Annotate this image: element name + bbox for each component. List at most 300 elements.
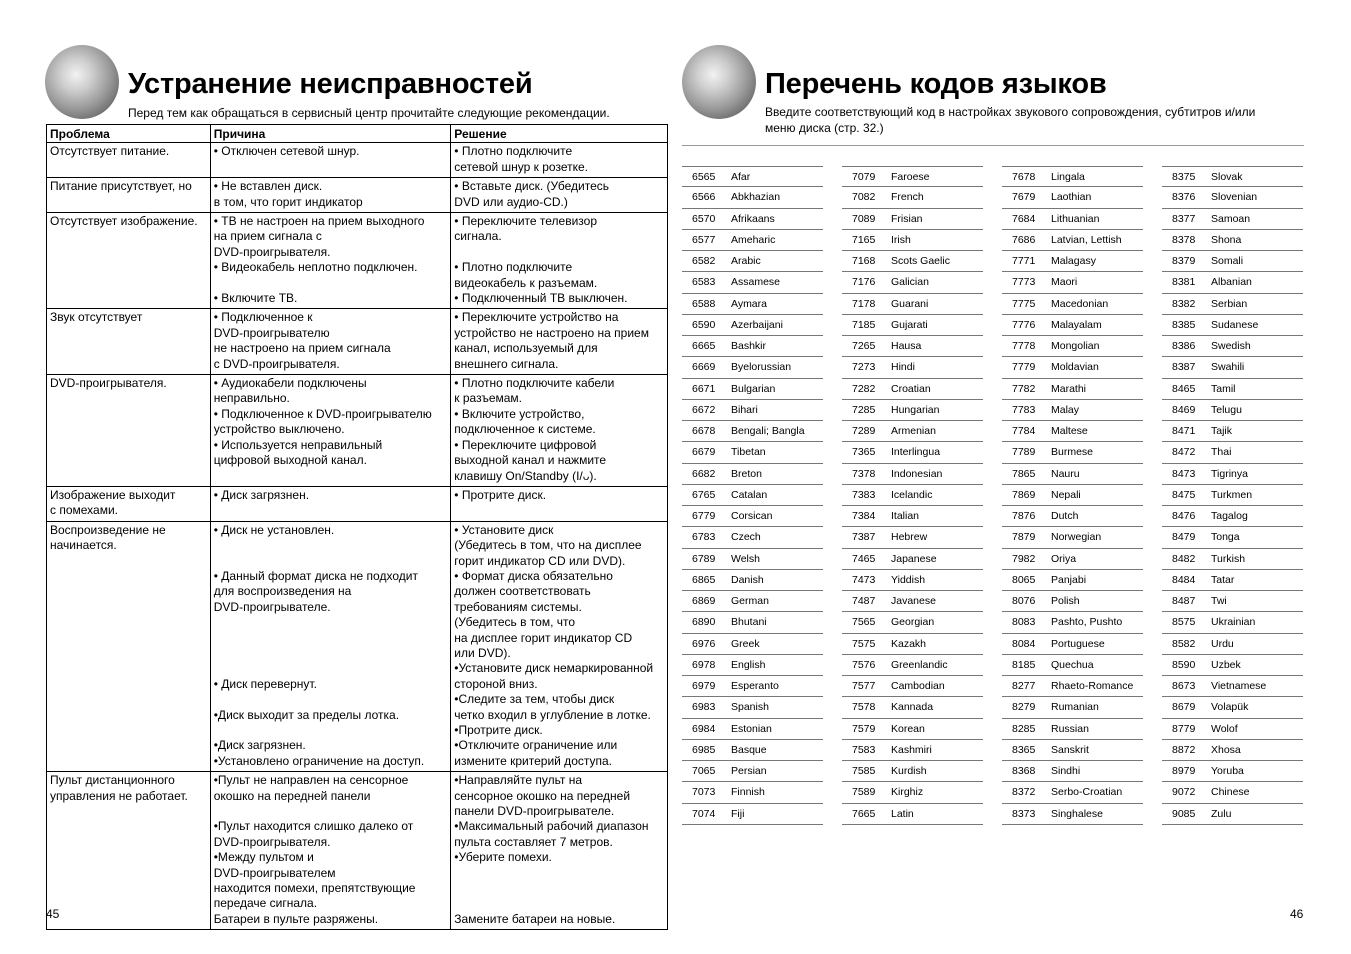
language-code: 7783 [1012,403,1036,416]
language-name: Greenlandic [891,658,948,671]
cause-cell [210,521,451,772]
language-row [682,761,823,782]
language-name: Quechua [1051,658,1094,671]
language-row [682,272,823,293]
cause-text-line: не настроено на прием сигнала [213,341,391,356]
language-code: 8382 [1172,297,1196,310]
solution-text-line: • Протрите диск. [454,487,547,502]
language-code: 6985 [692,743,716,756]
language-row [842,719,983,740]
language-row [842,761,983,782]
language-name: Albanian [1211,276,1252,289]
language-row [1002,442,1143,463]
language-code: 7679 [1012,191,1036,204]
language-name: Macedonian [1051,297,1109,310]
language-row [842,697,983,718]
language-code: 6590 [692,318,716,331]
language-column-4 [1162,166,1303,825]
language-name: Twi [1211,595,1227,608]
language-row [1002,634,1143,655]
language-row [1162,294,1303,315]
language-row [842,209,983,230]
language-name: Samoan [1211,212,1251,225]
language-code: 8673 [1172,680,1196,693]
language-column-3 [1002,166,1143,825]
solution-text-line: •Установите диск немаркированной [454,661,654,676]
language-name: Volapük [1211,701,1249,714]
solution-text-line: измените критерий доступа. [454,753,612,768]
solution-cell [451,375,668,487]
language-name: Sindhi [1051,765,1081,778]
language-code: 7168 [852,255,876,268]
language-code: 8472 [1172,446,1196,459]
cause-text-line: находится помехи, препятствующие [213,881,416,896]
language-row [1002,549,1143,570]
language-name: Urdu [1211,637,1234,650]
language-name: Croatian [891,382,931,395]
language-code: 6678 [692,425,716,438]
cause-text-line: DVD-проигрывателе. [213,599,331,614]
language-code: 8479 [1172,531,1196,544]
solution-text-line: клавишу On/Standby (I/ᴗ). [454,468,597,483]
language-name: Corsican [731,510,773,523]
language-row [1002,187,1143,208]
solution-text-line: горит индикатор CD или DVD). [454,553,626,568]
solution-text-line: к разъемам. [454,391,522,406]
language-code: 7578 [852,701,876,714]
language-row [1162,442,1303,463]
language-name: Bashkir [731,340,767,353]
language-row [842,336,983,357]
language-name: Armenian [891,425,936,438]
language-code: 7289 [852,425,876,438]
language-name: Yoruba [1211,765,1244,778]
language-name: Xhosa [1211,743,1241,756]
language-code: 6588 [692,297,716,310]
language-row [1002,655,1143,676]
language-row [1162,591,1303,612]
language-row [842,570,983,591]
cause-text-line: • Подключенное к [213,310,313,325]
language-name: Czech [731,531,761,544]
solution-text-line: • Переключите цифровой [454,437,597,452]
solution-text-line: канал, используемый для [454,341,598,356]
cause-text-line: • Диск загрязнен. [213,487,310,502]
language-row [1002,527,1143,548]
problem-text-line: Воспроизведение не [50,522,166,537]
problem-text-line: с помехами. [50,503,118,518]
solution-text-line: стороной вниз. [454,676,538,691]
language-name: Esperanto [731,680,779,693]
language-column-2 [842,166,983,825]
language-row [1002,315,1143,336]
language-code: 7776 [1012,318,1036,331]
page-title-right: Перечень кодов языков [765,68,1107,100]
cause-text-line: • Видеокабель неплотно подключен. [213,260,418,275]
language-code: 7869 [1012,488,1036,501]
language-name: Swahili [1211,361,1245,374]
solution-text-line: Замените батареи на новые. [454,911,616,926]
language-name: Faroese [891,170,930,183]
language-row [682,336,823,357]
decorative-sphere-right [682,45,756,119]
language-row [682,294,823,315]
cause-text-line: • Не вставлен диск. [213,179,323,194]
problem-cell [47,375,211,487]
language-code: 6983 [692,701,716,714]
language-name: German [731,595,769,608]
language-row [1162,357,1303,378]
language-code: 8386 [1172,340,1196,353]
language-code: 8475 [1172,488,1196,501]
language-code: 8471 [1172,425,1196,438]
cause-cell [210,213,451,309]
header-solution: Решение [451,125,668,143]
table-row-no-sound [47,309,668,375]
language-code: 7178 [852,297,876,310]
solution-text-line: пульта составляет 7 метров. [454,834,613,849]
cause-text-line: • Подключенное к DVD-проигрывателю [213,406,432,421]
language-name: Turkmen [1211,488,1253,501]
language-row [682,804,823,825]
language-name: Marathi [1051,382,1087,395]
language-row [1002,506,1143,527]
language-code: 8381 [1172,276,1196,289]
language-row [1002,166,1143,187]
language-row [682,549,823,570]
language-code: 7782 [1012,382,1036,395]
language-row [1002,485,1143,506]
language-row [1162,421,1303,442]
language-row [1002,421,1143,442]
language-name: Fiji [731,807,745,820]
language-row [682,697,823,718]
language-row [1002,761,1143,782]
language-name: Tigrinya [1211,467,1248,480]
problem-text-line: Пульт дистанционного [50,773,175,788]
language-row [682,570,823,591]
language-name: Burmese [1051,446,1094,459]
language-name: Finnish [731,786,765,799]
language-code: 6779 [692,510,716,523]
solution-text-line: внешнего сигнала. [454,356,559,371]
language-code: 7176 [852,276,876,289]
language-name: Swedish [1211,340,1251,353]
problem-cell [47,486,211,521]
language-name: Scots Gaelic [891,255,950,268]
cause-text-line: DVD-проигрывателя. [213,244,331,259]
language-code: 6566 [692,191,716,204]
cause-text-line: DVD-проигрывателю [213,325,330,340]
language-code: 8387 [1172,361,1196,374]
language-code: 7779 [1012,361,1036,374]
cause-text-line: • Данный формат диска не подходит [213,568,418,583]
language-code: 8476 [1172,510,1196,523]
language-code: 7285 [852,403,876,416]
language-row [1162,209,1303,230]
language-row [1162,336,1303,357]
language-name: Chinese [1211,786,1250,799]
language-name: Arabic [731,255,761,268]
language-code: 7079 [852,170,876,183]
language-name: Serbian [1211,297,1248,310]
language-name: Rumanian [1051,701,1099,714]
solution-text-line: выходной канал и нажмите [454,453,607,468]
cause-text-line: •Диск загрязнен. [213,738,306,753]
problem-cell [47,143,211,178]
solution-text-line [454,881,664,896]
solution-cell [451,143,668,178]
language-name: Italian [891,510,920,523]
language-code: 7879 [1012,531,1036,544]
cause-text-line: • Диск перевернут. [213,676,317,691]
cause-text-line: окошко на передней панели [213,788,371,803]
language-code: 8084 [1012,637,1036,650]
solution-text-line: должен соответствовать [454,584,591,599]
language-code: 6765 [692,488,716,501]
language-code: 9085 [1172,807,1196,820]
language-row [682,379,823,400]
problem-text-line: управления не работает. [50,788,188,803]
language-code: 6869 [692,595,716,608]
language-code: 6665 [692,340,716,353]
language-code: 7282 [852,382,876,395]
language-row [1162,761,1303,782]
language-row [1002,400,1143,421]
language-name: Gujarati [891,318,928,331]
language-code: 8379 [1172,255,1196,268]
language-name: Abkhazian [731,191,781,204]
language-name: Malayalam [1051,318,1102,331]
table-row-noisy-picture [47,486,668,521]
solution-text-line: видеокабель к разъемам. [454,275,598,290]
language-row [1162,549,1303,570]
page-subtitle-right-line1: Введите соответствующий код в настройках звукового сопровождения, субтитров и/или [765,105,1256,119]
language-code: 7383 [852,488,876,501]
language-name: Norwegian [1051,531,1102,544]
language-name: Polish [1051,595,1080,608]
solution-text-line: • Подключенный ТВ выключен. [454,291,628,306]
language-row [1002,357,1143,378]
language-row [1162,719,1303,740]
language-code: 6976 [692,637,716,650]
language-name: Hindi [891,361,915,374]
language-code: 7365 [852,446,876,459]
language-code: 7575 [852,637,876,650]
language-row [1002,740,1143,761]
language-code: 8582 [1172,637,1196,650]
language-name: Frisian [891,212,923,225]
language-name: Tagalog [1211,510,1248,523]
language-code: 6679 [692,446,716,459]
language-row [1002,251,1143,272]
language-row [842,379,983,400]
language-name: Yiddish [891,573,926,586]
language-row [1002,782,1143,803]
language-row [1162,230,1303,251]
language-code: 8377 [1172,212,1196,225]
solution-text-line: • Плотно подключите [454,260,573,275]
language-name: Ukrainian [1211,616,1256,629]
language-name: Aymara [731,297,767,310]
solution-text-line: •Направляйте пульт на [454,773,583,788]
problem-cell [47,213,211,309]
cause-text-line [214,646,448,661]
language-row [842,527,983,548]
language-row [842,421,983,442]
language-name: Japanese [891,552,937,565]
language-code: 7865 [1012,467,1036,480]
language-code: 8368 [1012,765,1036,778]
language-name: Afrikaans [731,212,775,225]
language-name: Azerbaijani [731,318,783,331]
solution-text-line: •Отключите ограничение или [454,738,618,753]
language-row [1002,209,1143,230]
solution-text-line: DVD или аудио-CD.) [454,194,568,209]
language-name: Portuguese [1051,637,1105,650]
language-row [682,357,823,378]
language-name: Malay [1051,403,1080,416]
language-name: Indonesian [891,467,943,480]
language-code: 7784 [1012,425,1036,438]
solution-text-line: (Убедитесь в том, что на дисплее [454,538,642,553]
cause-text-line [214,692,448,707]
language-name: Lingala [1051,170,1085,183]
language-code: 7678 [1012,170,1036,183]
language-row [682,782,823,803]
language-code: 6682 [692,467,716,480]
language-code: 8285 [1012,722,1036,735]
cause-text-line: DVD-проигрывателем [213,865,336,880]
decorative-sphere-left [45,45,119,119]
language-row [842,272,983,293]
language-code: 7185 [852,318,876,331]
language-name: Rhaeto-Romance [1051,680,1134,693]
header-cause: Причина [210,125,451,143]
table-row-power [47,143,668,178]
solution-text-line: • Переключите телевизор [454,214,598,229]
cause-text-line [214,804,448,819]
language-row [1002,230,1143,251]
language-row [1162,634,1303,655]
language-code: 6978 [692,658,716,671]
language-code: 8979 [1172,765,1196,778]
language-code: 8372 [1012,786,1036,799]
language-row [1002,464,1143,485]
language-row [682,442,823,463]
language-code: 8484 [1172,573,1196,586]
language-code: 7982 [1012,552,1036,565]
language-code: 7265 [852,340,876,353]
language-row [842,442,983,463]
language-name: Telugu [1211,403,1242,416]
language-code: 8779 [1172,722,1196,735]
solution-text-line: сенсорное окошко на передней [454,788,631,803]
language-row [842,740,983,761]
page-title-left: Устранение неисправностей [128,68,533,100]
solution-text-line: •Максимальный рабочий диапазон [454,819,649,834]
cause-text-line: в том, что горит индикатор [213,194,363,209]
language-row [682,527,823,548]
language-code: 7089 [852,212,876,225]
language-row [842,400,983,421]
cause-text-line: • Используется неправильный [213,437,383,452]
solution-text-line: панели DVD-проигрывателе. [454,804,615,819]
language-code: 7465 [852,552,876,565]
language-name: Kirghiz [891,786,924,799]
language-code: 8376 [1172,191,1196,204]
cause-text-line: • Аудиокабели подключены [213,376,367,391]
cause-text-line: для воспроизведения на [213,584,352,599]
language-code: 6570 [692,212,716,225]
language-code: 7684 [1012,212,1036,225]
problem-cell [47,521,211,772]
language-row [1002,570,1143,591]
language-code: 7487 [852,595,876,608]
language-name: Spanish [731,701,769,714]
language-code: 6789 [692,552,716,565]
problem-cell [47,309,211,375]
language-row [842,294,983,315]
cause-text-line: • Включите ТВ. [213,291,298,306]
language-code: 7073 [692,786,716,799]
language-row [682,421,823,442]
solution-text-line: или DVD). [454,645,511,660]
language-row [842,506,983,527]
language-name: Malagasy [1051,255,1096,268]
language-name: Dutch [1051,510,1079,523]
language-row [1162,782,1303,803]
language-name: Laothian [1051,191,1092,204]
language-code: 7387 [852,531,876,544]
language-name: Tatar [1211,573,1235,586]
language-code: 7273 [852,361,876,374]
language-row [1162,506,1303,527]
table-header-row [47,125,668,143]
language-row [1162,464,1303,485]
troubleshooting-table [46,124,668,930]
solution-cell [451,486,668,521]
language-name: Maltese [1051,425,1088,438]
language-row [682,187,823,208]
table-row-no-disc [47,178,668,213]
language-name: Greek [731,637,760,650]
language-code: 6890 [692,616,716,629]
language-row [682,485,823,506]
page-number-right: 46 [1290,907,1304,921]
language-code: 7576 [852,658,876,671]
language-row [1162,485,1303,506]
cause-text-line: устройство выключено. [213,422,345,437]
language-name: Turkish [1211,552,1246,565]
language-row [682,506,823,527]
language-code: 6565 [692,170,716,183]
language-name: Bihari [731,403,758,416]
cause-text-line [214,554,448,569]
language-code: 7074 [692,807,716,820]
solution-cell [451,178,668,213]
language-name: Hausa [891,340,922,353]
language-code: 7778 [1012,340,1036,353]
language-row [1162,527,1303,548]
language-code: 8065 [1012,573,1036,586]
language-name: Cambodian [891,680,945,693]
language-code: 6582 [692,255,716,268]
language-row [682,740,823,761]
language-code: 7686 [1012,233,1036,246]
language-row [842,464,983,485]
language-code: 7876 [1012,510,1036,523]
